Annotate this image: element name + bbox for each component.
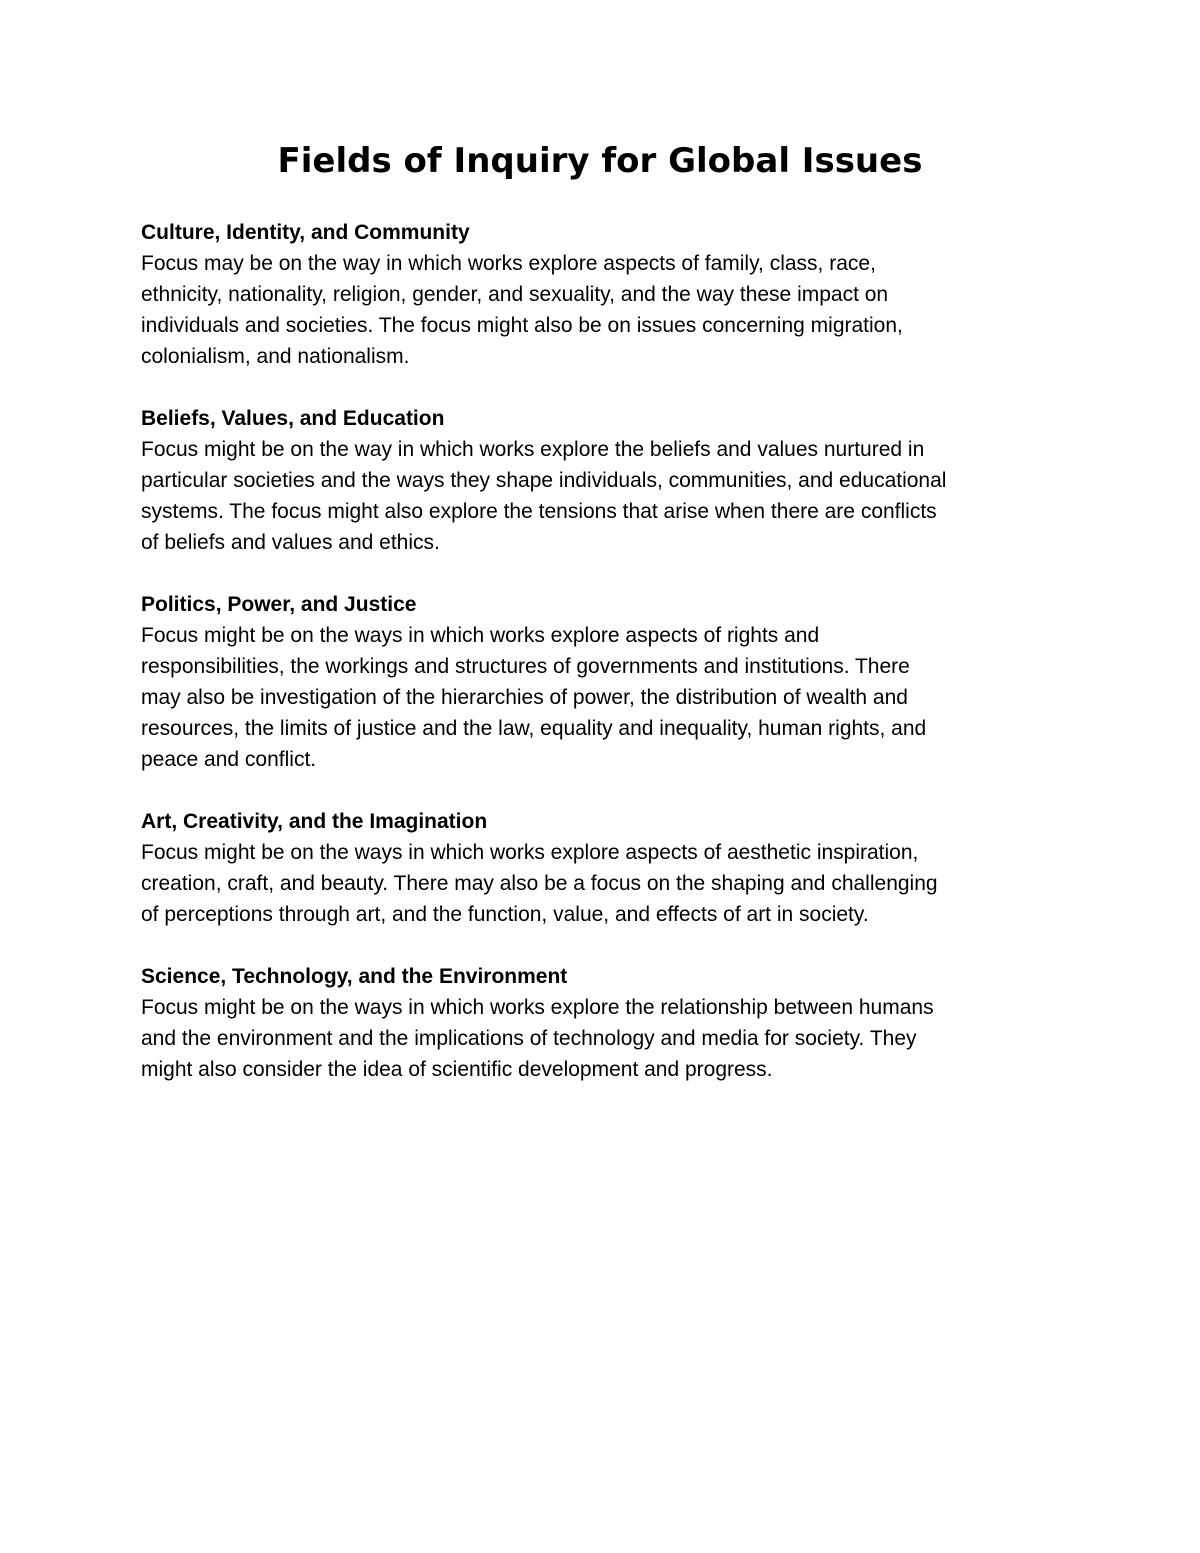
page-title: Fields of Inquiry for Global Issues bbox=[277, 141, 923, 181]
section-body: Focus might be on the ways in which works explore the relationship between humans and the environment and the implications of technology and media for society. They might also consider the idea of scientific development and progress. bbox=[141, 996, 934, 1081]
section-body: Focus might be on the way in which works explore the beliefs and values nurtured in particular societies and the ways they shape individuals, communities, and educational systems. The focus might also explore the tensions that arise when there are conflicts of beliefs and values and ethics. bbox=[141, 438, 947, 554]
section-culture-identity-community bbox=[141, 217, 1061, 372]
section-art-creativity-imagination bbox=[141, 806, 1061, 930]
section-list bbox=[141, 217, 1061, 1116]
section-heading: Culture, Identity, and Community bbox=[141, 221, 470, 244]
section-beliefs-values-education bbox=[141, 403, 1061, 558]
section-heading: Politics, Power, and Justice bbox=[141, 593, 417, 616]
section-body: Focus might be on the ways in which works explore aspects of rights and responsibilities, the workings and structures of governments and institutions. There may also be investigation of the hierarchies of power, the distribution of wealth and resources, the limits of justice and the law, equality and inequality, human rights, and peace and conflict. bbox=[141, 624, 927, 771]
section-science-technology-environment bbox=[141, 961, 1061, 1085]
section-politics-power-justice bbox=[141, 589, 1061, 775]
section-heading: Beliefs, Values, and Education bbox=[141, 407, 445, 430]
section-heading: Art, Creativity, and the Imagination bbox=[141, 810, 488, 833]
section-body: Focus may be on the way in which works explore aspects of family, class, race, ethnicity, nationality, religion, gender, and sexuality, and the way these impact on individuals and societies. The focus might also be on issues concerning migration, colonialism, and nationalism. bbox=[141, 252, 903, 368]
section-body: Focus might be on the ways in which works explore aspects of aesthetic inspiration, creation, craft, and beauty. There may also be a focus on the shaping and challenging of perceptions through art, and the function, value, and effects of art in society. bbox=[141, 841, 938, 926]
section-heading: Science, Technology, and the Environment bbox=[141, 965, 568, 988]
